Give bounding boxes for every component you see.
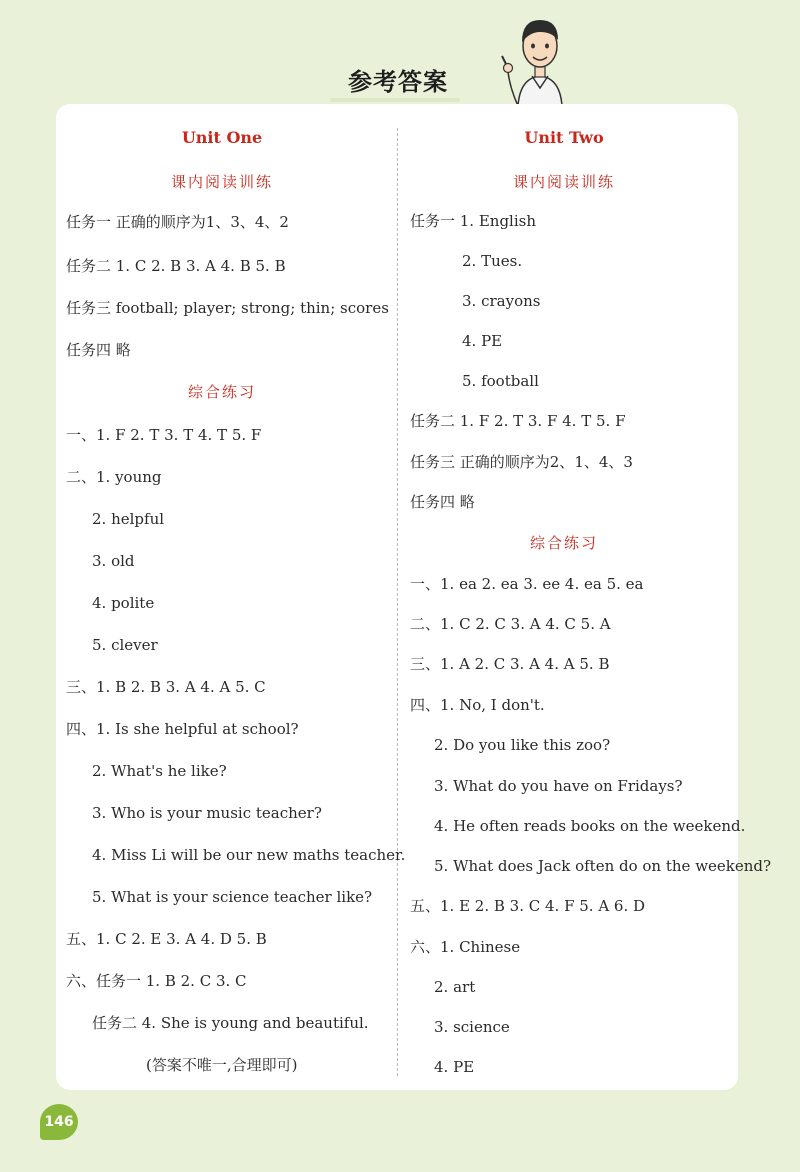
left-exercise-line: 2. helpful <box>92 510 165 528</box>
right-exercise-line: 一、1. ea 2. ea 3. ee 4. ea 5. ea <box>410 575 644 593</box>
left-exercise-line: 4. Miss Li will be our new maths teacher. <box>92 846 406 864</box>
right-task-line: 任务三 正确的顺序为2、1、4、3 <box>410 453 633 471</box>
left-exercise-line: 5. clever <box>92 636 158 654</box>
right-exercise-line: 5. What does Jack often do on the weekend? <box>434 857 772 875</box>
right-task-line: 3. crayons <box>462 292 541 310</box>
right-task-line: 任务二 1. F 2. T 3. F 4. T 5. F <box>410 412 626 430</box>
left-exercise-line: 三、1. B 2. B 3. A 4. A 5. C <box>66 678 266 696</box>
right-exercise-line: 二、1. C 2. C 3. A 4. C 5. A <box>410 615 611 633</box>
page-header <box>0 0 800 108</box>
left-exercise-line: 六、任务一 1. B 2. C 3. C <box>66 972 247 990</box>
right-section-exercise-title: 综合练习 <box>529 534 598 552</box>
right-exercise-line: 3. What do you have on Fridays? <box>434 777 683 795</box>
right-exercise-line: 四、1. No, I don't. <box>410 696 545 714</box>
right-exercise-line: 六、1. Chinese <box>410 938 521 956</box>
right-section-reading-title: 课内阅读训练 <box>512 173 615 191</box>
right-exercise-line: 三、1. A 2. C 3. A 4. A 5. B <box>410 655 610 673</box>
left-exercise-line: 任务二 4. She is young and beautiful. <box>92 1014 369 1032</box>
right-task-line: 2. Tues. <box>462 252 523 270</box>
left-exercise-line: 3. Who is your music teacher? <box>92 804 322 822</box>
left-exercise-line: 四、1. Is she helpful at school? <box>66 720 299 738</box>
left-task-line: 任务二 1. C 2. B 3. A 4. B 5. B <box>66 257 286 275</box>
left-exercise-line: 5. What is your science teacher like? <box>92 888 373 906</box>
page-title: 参考答案 <box>348 68 448 96</box>
left-exercise-line: 3. old <box>92 552 135 570</box>
left-task-line: 任务四 略 <box>66 341 131 359</box>
right-exercise-line: 2. Do you like this zoo? <box>434 736 611 754</box>
right-task-line: 4. PE <box>462 332 503 350</box>
page-number-badge: 146 <box>40 1104 78 1140</box>
left-note-line: (答案不唯一,合理即可) <box>146 1056 298 1074</box>
right-exercise-line: 五、1. E 2. B 3. C 4. F 5. A 6. D <box>410 897 646 915</box>
right-task-line: 任务四 略 <box>410 493 475 511</box>
left-unit-title: Unit One <box>181 128 263 147</box>
right-exercise-line: 4. He often reads books on the weekend. <box>434 817 746 835</box>
right-unit-title: Unit Two <box>524 128 604 147</box>
left-exercise-line: 2. What's he like? <box>92 762 227 780</box>
left-exercise-line: 一、1. F 2. T 3. T 4. T 5. F <box>66 426 262 444</box>
left-exercise-line: 二、1. young <box>66 468 162 486</box>
left-task-line: 任务一 正确的顺序为1、3、4、2 <box>66 213 289 231</box>
left-section-reading-title: 课内阅读训练 <box>170 173 273 191</box>
left-exercise-line: 4. polite <box>92 594 155 612</box>
left-section-exercise-title: 综合练习 <box>187 383 256 401</box>
left-task-line: 任务三 football; player; strong; thin; scores <box>66 299 389 317</box>
right-exercise-line: 4. PE <box>434 1058 475 1076</box>
right-exercise-line: 3. science <box>434 1018 510 1036</box>
boy-illustration-icon <box>500 6 580 106</box>
column-divider <box>397 128 398 1076</box>
right-task-line: 任务一 1. English <box>410 212 537 230</box>
left-exercise-line: 五、1. C 2. E 3. A 4. D 5. B <box>66 930 267 948</box>
title-underline <box>330 98 460 102</box>
right-exercise-line: 2. art <box>434 978 476 996</box>
right-task-line: 5. football <box>462 372 539 390</box>
